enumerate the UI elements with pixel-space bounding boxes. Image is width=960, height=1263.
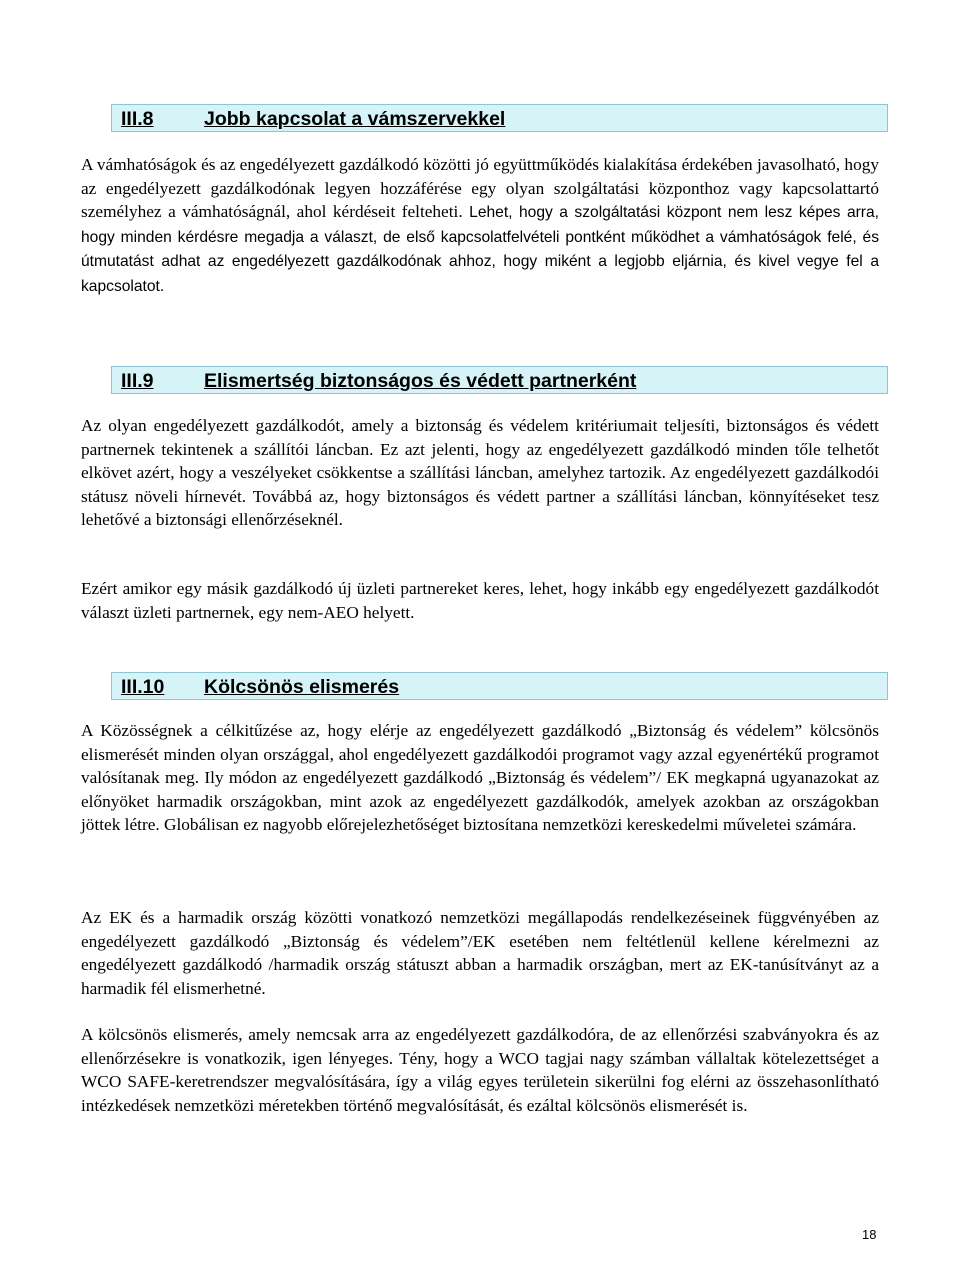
section-heading-iii-9: [111, 366, 888, 394]
paragraph: A Közösségnek a célkitűzése az, hogy elérje az engedélyezett gazdálkodó „Biztonság és védelem” kölcsönös elismerését minden olyan országgal, ahol engedélyezett gazdálkodói programot vagy azzal egyenértékű programot valósítanak meg. Ily módon az engedélyezett gazdálkodó „Biztonság és védelem”/ EK megkapná ugyanazokat az előnyöket harmadik országokban, mint azok az engedélyezett gazdálkodók, amelyek azokban az országokban jöttek létre. Globálisan ez nagyobb előrejelezhetőséget biztosítana nemzetközi kereskedelmi műveletei számára.: [81, 721, 879, 835]
section-number: III.9: [121, 370, 154, 392]
paragraph: Az olyan engedélyezett gazdálkodót, amely a biztonság és védelem kritériumait teljesíti, biztonságos és védett partnernek tekintenek a szállítói láncban. Ez azt jelenti, hogy az engedélyezett gazdálkodó minden tőle telhetőt elkövet azért, hogy a veszélyeket csökkentse a szállítási láncban, amelyhez tartozik. Az engedélyezett gazdálkodói státusz növeli hírnevét. Továbbá az, hogy biztonságos és védett partner a szállítási láncban, könnyítéseket tesz lehetővé a biztonsági ellenőrzéseknél.: [81, 416, 879, 530]
paragraph: Ezért amikor egy másik gazdálkodó új üzleti partnereket keres, lehet, hogy inkább egy engedélyezett gazdálkodót választ üzleti partnernek, egy nem-AEO helyett.: [81, 579, 879, 622]
section-title: Elismertség biztonságos és védett partnerként: [204, 370, 637, 392]
section-title: Jobb kapcsolat a vámszervekkel: [204, 108, 506, 130]
section-number: III.8: [121, 108, 154, 130]
section-title: Kölcsönös elismerés: [204, 676, 400, 698]
paragraph: Az EK és a harmadik ország közötti vonatkozó nemzetközi megállapodás rendelkezéseinek függvényében az engedélyezett gazdálkodó „Biztonság és védelem”/EK esetében nem feltétlenül kellene kérelmezni az engedélyezett gazdálkodó /harmadik ország státuszt abban a harmadik országban, mert az EK-tanúsítványt az a harmadik fél elismerhetné.: [81, 908, 879, 998]
paragraph: [81, 153, 879, 299]
paragraph: A kölcsönös elismerés, amely nemcsak arra az engedélyezett gazdálkodóra, de az ellenőrzési szabványokra és az ellenőrzésekre is vonatkozik, igen lényeges. Tény, hogy a WCO tagjai nagy számban vállaltak kötelezettséget a WCO SAFE-keretrendszer megvalósítására, így a világ egyes területein sikerülni fog elérni az összehasonlítható intézkedések nemzetközi méretekben történő megvalósítását, és ezáltal kölcsönös elismerését is.: [81, 1025, 879, 1115]
paragraph-sentence: A vámhatóságok és az engedélyezett gazdálkodó közötti jó együttműködés kialakítása érdekében javasolható, hogy az engedélyezett gazdálkodónak legyen hozzáférése egy olyan szolgáltatási központhoz vagy kapcsolattartó személyhez a vámhatóságnál, ahol kérdéseit felteheti.: [81, 155, 879, 222]
paragraph-sentence: Lehet, hogy a szolgáltatási központ nem lesz képes arra, hogy minden kérdésre megadja a választ, de első kapcsolatfelvételi pontként működhet a vámhatóságok felé, és útmutatást adhat az engedélyezett gazdálkodónak ahhoz, hogy miként a legjobb eljárnia, és kivel vegye fel a kapcsolatot.: [81, 204, 880, 295]
page-number: 18: [862, 1227, 877, 1242]
section-heading-iii-8: [111, 104, 888, 132]
section-number: III.10: [121, 676, 165, 698]
section-heading-iii-10: [111, 672, 888, 700]
